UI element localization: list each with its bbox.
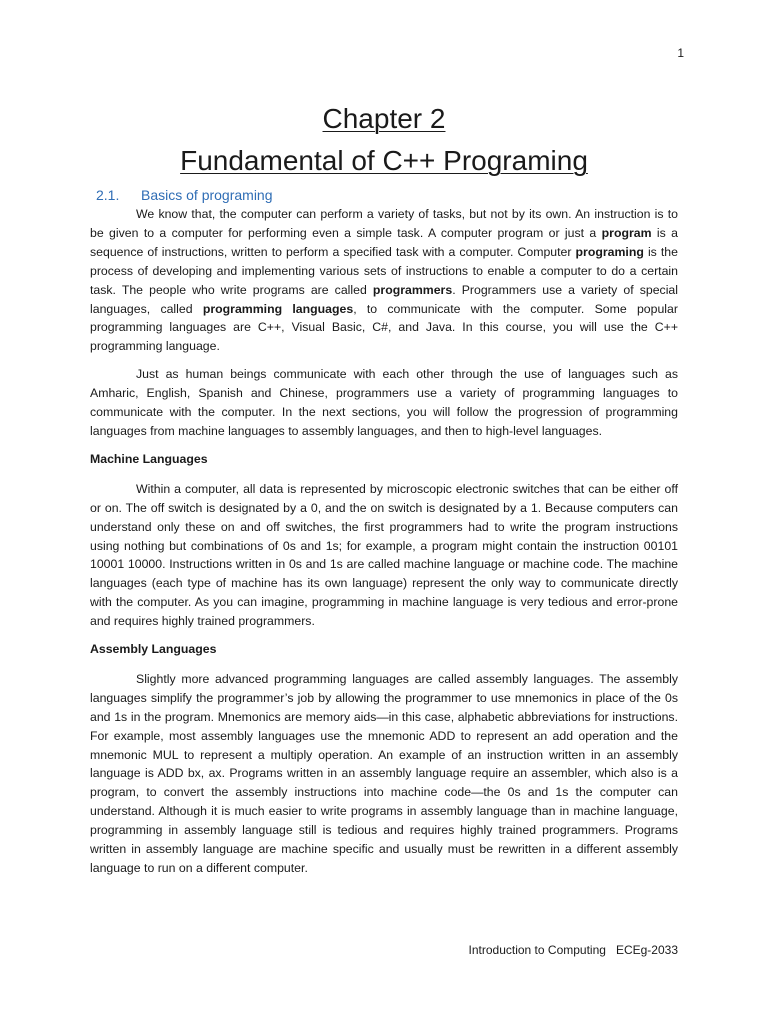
chapter-subtitle: Fundamental of C++ Programing: [180, 145, 588, 176]
section-number: 2.1.: [96, 187, 120, 203]
text-run: We know that, the computer can perform a variety of tasks, but not by its own. An instruction is to be given to a computer for performing even a simple task. A computer program or just a: [90, 207, 678, 240]
section-title: Basics of programing: [141, 187, 273, 203]
paragraph-machine-languages: Within a computer, all data is represented by microscopic electronic switches that can be either off or on. The off switch is designated by a 0, and the on switch is designated by a 1. Because computers can understand only these on and off switches, the first programmers had to write the program instructions using nothing but combinations of 0s and 1s; for example, a program might contain the instruction 00101 10001 10000. Instructions written in 0s and 1s are called machine language or machine code. The machine languages (each type of machine has its own language) represent the only way to communicate directly with the computer. As you can imagine, programming in machine language is very tedious and error-prone and requires highly trained programmers.: [90, 481, 678, 629]
chapter-heading: [0, 98, 768, 182]
bold-term-program: program: [601, 225, 652, 240]
text-run: is the process of developing and implementing various sets of instructions to enable a computer to do a certain task. The people who write programs are called: [90, 244, 678, 297]
page-number: 1: [677, 46, 684, 60]
footer-course: Introduction to Computing: [468, 943, 606, 957]
subheading-machine-languages: Machine Languages: [90, 451, 208, 466]
chapter-title: Chapter 2: [322, 103, 446, 134]
paragraph-languages-intro: Just as human beings communicate with each other through the use of languages such as Amharic, English, Spanish and Chinese, programmers use a variety of programming languages to communicate with the computer. In the next sections, you will follow the progression of programming languages from machine languages to assembly languages, and then to high-level languages.: [90, 367, 678, 438]
page-footer: [420, 943, 678, 957]
footer-course-code: ECEg-2033: [615, 943, 678, 957]
text-run: is a sequence of instructions, written to perform a specified task with a computer. Computer: [90, 225, 678, 259]
paragraph-assembly-languages: Slightly more advanced programming languages are called assembly languages. The assembly languages simplify the programmer’s job by allowing the programmer to use mnemonics in place of the 0s and 1s in the program. Mnemonics are memory aids—in this case, alphabetic abbreviations for instructions. For example, most assembly languages use the mnemonic ADD to represent an add operation and the mnemonic MUL to represent a multiply operation. An example of an instruction written in an assembly language is ADD bx, ax. Programs written in an assembly language require an assembler, which also is a program, to convert the assembly instructions into machine code—the 0s and 1s the computer can understand. Although it is much easier to write programs in assembly language than in machine language, programming in assembly language still is tedious and requires highly trained programmers. Programs written in assembly language are machine specific and usually must be rewritten in a different assembly language to run on a different computer.: [90, 671, 678, 875]
bold-term-programming-languages: programming languages: [202, 301, 354, 316]
paragraph-basics: [90, 205, 678, 356]
subheading-assembly-languages: Assembly Languages: [90, 642, 217, 657]
document-body: [90, 205, 678, 887]
bold-term-programmers: programmers: [372, 282, 453, 297]
text-run: . Programmers use a variety of special languages, called: [90, 282, 679, 316]
section-heading: [96, 186, 273, 204]
bold-term-programing: programing: [575, 244, 644, 259]
text-run: , to communicate with the computer. Some popular programming languages are C++, Visual Basic, C#, and Java. In this course, you will use the C++ programming language.: [90, 301, 678, 354]
